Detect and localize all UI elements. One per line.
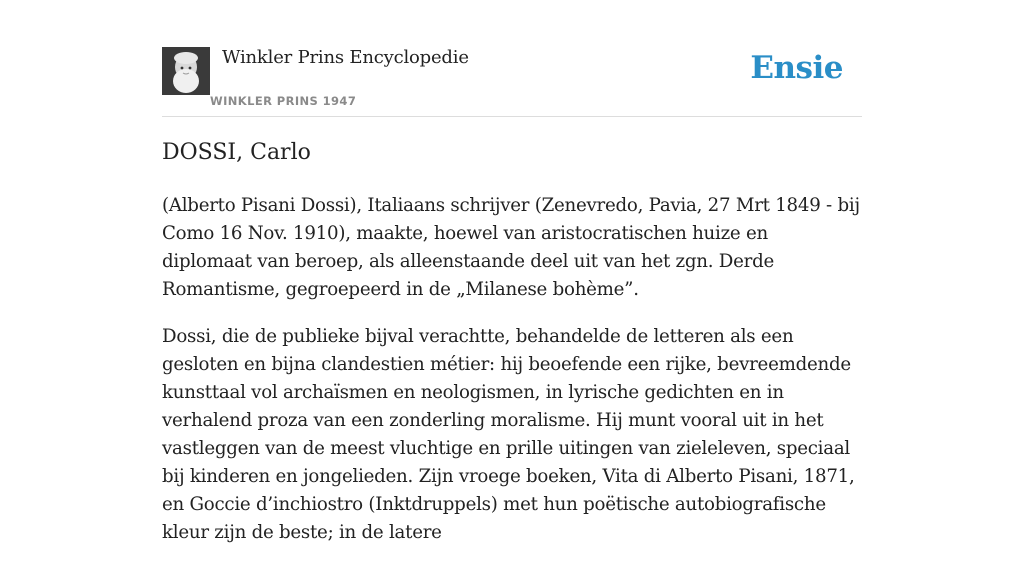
entry-body (162, 192, 862, 566)
entry-paragraph: (Alberto Pisani Dossi), Italiaans schrijver (Zenevredo, Pavia, 27 Mrt 1849 - bij Como 16 Nov. 1910), maakte, hoewel van aristocratischen huize en diplomaat van beroep, als alleenstaande deel uit van het zgn. Derde Romantisme, gegroepeerd in de „Milanese bohème”. (162, 195, 860, 300)
portrait-avatar-icon[interactable] (162, 47, 210, 95)
brand-logo-link[interactable]: Ensie (750, 50, 843, 86)
site-title[interactable]: Winkler Prins Encyclopedie (222, 47, 469, 68)
entry-paragraph: Dossi, die de publieke bijval verachtte, behandelde de letteren als een gesloten en bijna clandestien métier: hij beoefende een rijke, bevreemdende kunsttaal vol archaïsmen en neologismen, in lyrische gedichten en in verhalend proza van een zonderling moralisme. Hij munt vooral uit in het vastleggen van de meest vluchtige en prille uitingen van zieleleven, speciaal bij kinderen en jongelieden. Zijn vroege boeken, Vita di Alberto Pisani, 1871, en Goccie d’inchiostro (Inktdruppels) met hun poëtische autobiografische kleur zijn de beste; in de latere (162, 326, 855, 543)
entry-title: DOSSI, Carlo (162, 140, 311, 165)
site-subtitle: WINKLER PRINS 1947 (210, 94, 357, 108)
site-header (162, 46, 862, 117)
